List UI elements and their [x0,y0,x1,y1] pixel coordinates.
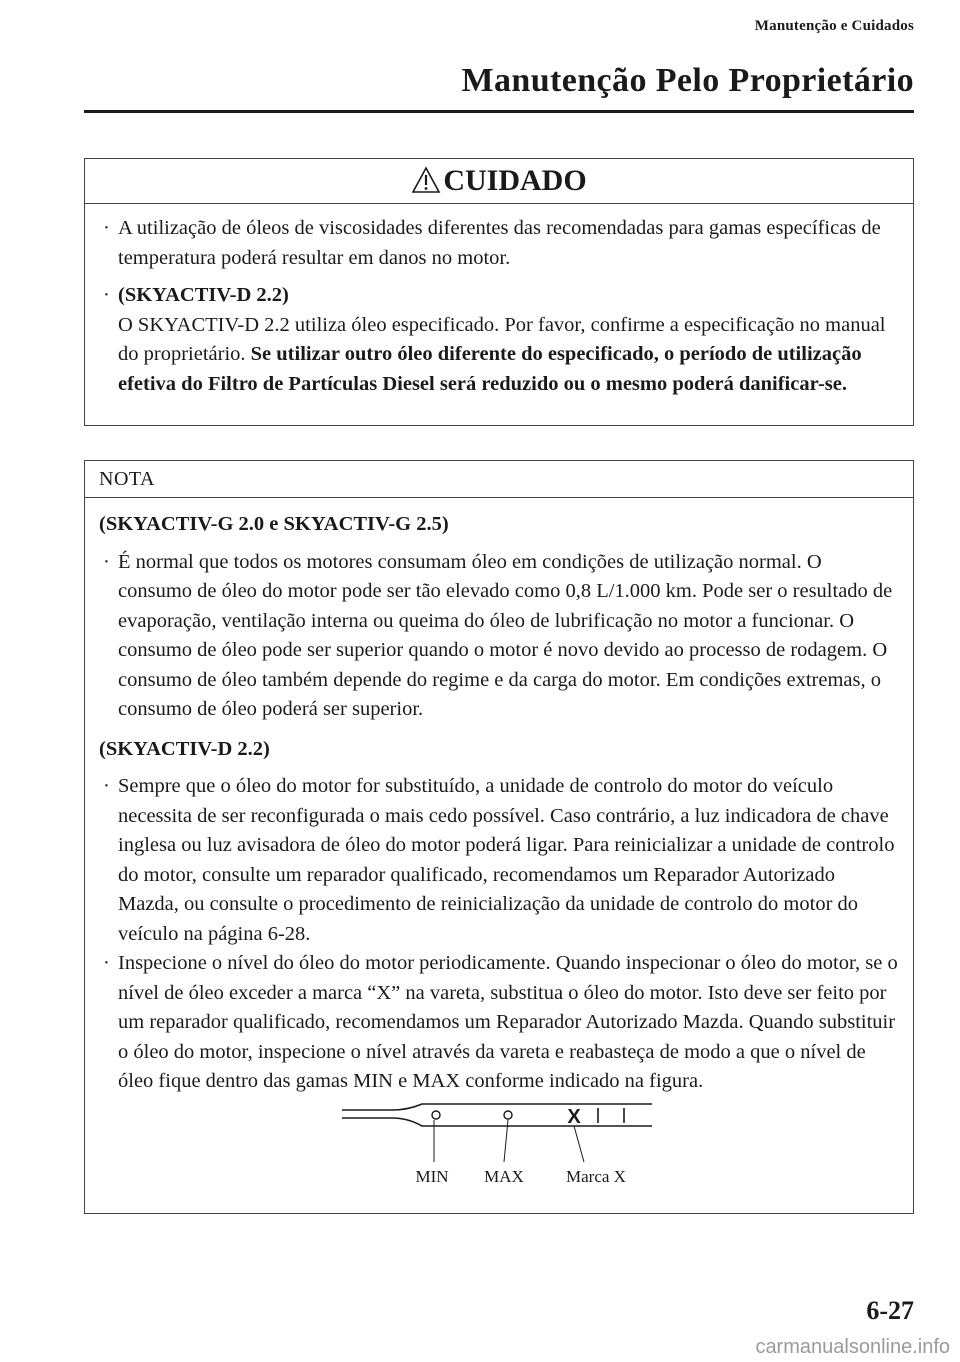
bullet-glyph: · [103,217,110,239]
note-bullet-text: É normal que todos os motores consumam óleo em condições de utilização normal. O consumo de óleo do motor pode ser tão elevado como 0,8 L/1.000 km. Pode ser o resultado de evaporação, ventilação interna ou queima do óleo de lubrificação no motor a funcionar. O consumo de óleo pode ser superior quando o motor é novo devido ao processo de rodagem. O consumo de óleo também depende do regime e da carga do motor. Em condições extremas, o consumo de óleo poderá ser superior. [118,550,893,720]
page-number: 6-27 [866,1296,914,1325]
label-max: MAX [484,1167,524,1186]
caution-bullet-item [99,214,899,273]
bullet-glyph: · [103,550,110,573]
caution-bullet-text: O SKYACTIV-D 2.2 utiliza óleo especificado. Por favor, confirme a especificação no manual do proprietário. [118,313,886,365]
note-section-heading: (SKYACTIV-G 2.0 e SKYACTIV-G 2.5) [99,513,449,535]
bullet-glyph: · [103,775,110,797]
note-bullet-item [99,949,899,1097]
min-mark-icon [432,1111,440,1119]
note-bullet-text: Inspecione o nível do óleo do motor periodicamente. Quando inspecionar o óleo do motor, se o nível de óleo exceder a marca “X” na vareta, substitua o óleo do motor. Isto deve ser feito por um reparador qualificado, recomendamos um Reparador Autorizado Mazda. Quando substituir o óleo do motor, inspecione o nível através da vareta e reabasteça de modo a que o nível de óleo fique dentro das gamas MIN e MAX conforme indicado na figura. [118,952,898,1092]
header-section-label: Manutenção e Cuidados [754,18,914,34]
x-mark: X [567,1106,581,1128]
note-header: NOTA [85,461,913,498]
caution-bullet-item [99,281,899,399]
note-content [85,498,913,1097]
note-bullet-item [99,548,899,725]
leader-line-x [574,1126,584,1162]
max-mark-icon [504,1111,512,1119]
label-marca-x: Marca X [566,1167,626,1186]
caution-header [85,159,913,204]
bullet-glyph: · [103,952,110,974]
warning-triangle-icon [411,166,441,194]
caution-bold-warning: Se utilizar outro óleo diferente do especificado, o período de utilização efetiva do Filtro de Partículas Diesel será reduzido ou o mesmo poderá danificar-se. [118,343,862,395]
watermark: carmanualsonline.info [755,1336,950,1358]
note-bullet-item [99,772,899,949]
dipstick-diagram [336,1096,656,1192]
bullet-glyph: · [103,284,110,306]
dipstick-outline [342,1104,652,1126]
caution-content [85,204,913,399]
note-bullet-text: Sempre que o óleo do motor for substituído, a unidade de controlo do motor do veículo necessita de ser reconfigurada o mais cedo possível. Caso contrário, a luz indicadora de chave inglesa ou luz avisadora de óleo do motor poderá ligar. Para reinicializar a unidade de controlo do motor, consulte um reparador qualificado, recomendamos um Reparador Autorizado Mazda, ou consulte o procedimento de reinicialização da unidade de controlo do motor do veículo na página 6-28. [118,775,895,945]
header-divider [84,110,914,113]
caution-title: CUIDADO [443,164,587,197]
caution-box [84,158,914,426]
caution-bullet-text: A utilização de óleos de viscosidades diferentes das recomendadas para gamas específicas de temperatura poderá resultar em danos no motor. [118,217,881,269]
caution-subheading: (SKYACTIV-D 2.2) [118,284,289,306]
label-min: MIN [415,1167,449,1186]
note-section-heading: (SKYACTIV-D 2.2) [99,737,270,760]
page-title: Manutenção Pelo Proprietário [461,62,914,99]
